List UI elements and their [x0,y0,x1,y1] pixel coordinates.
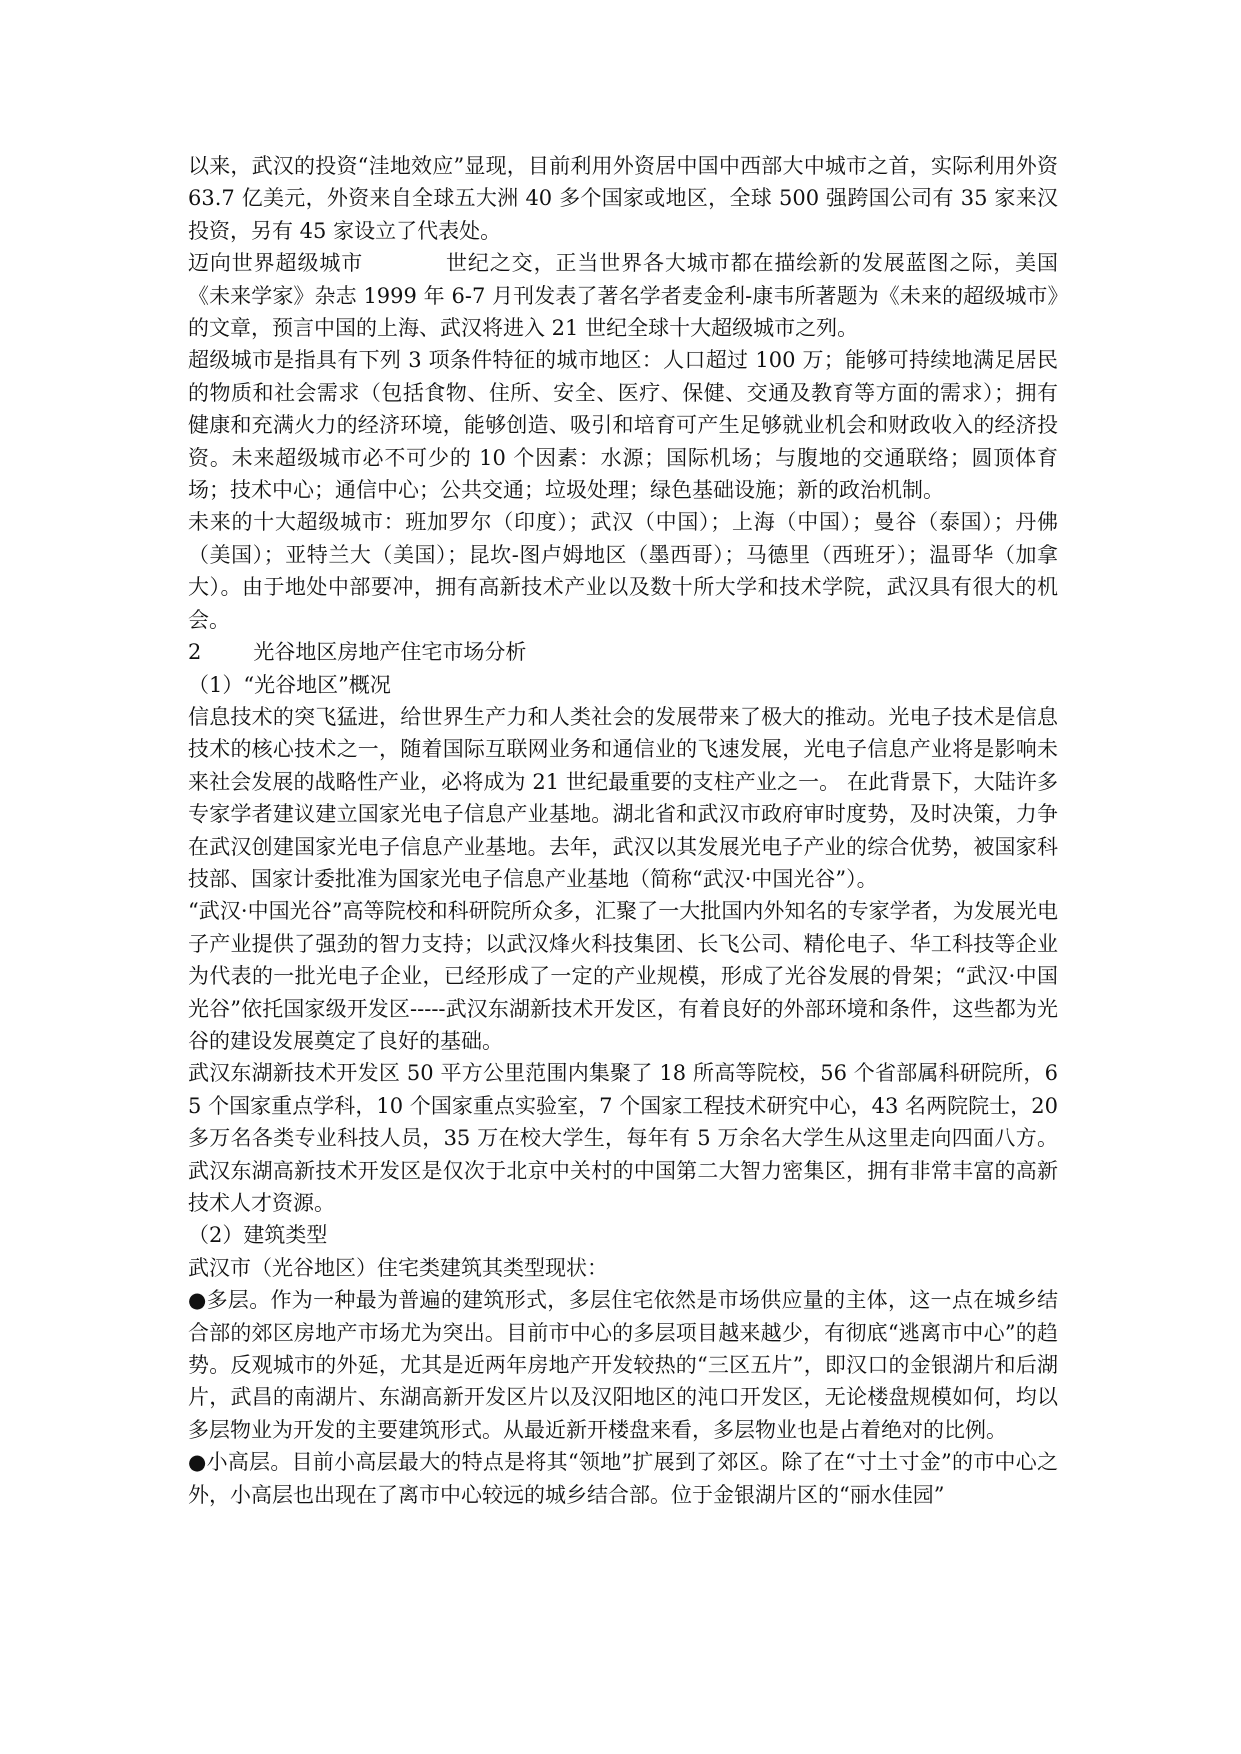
paragraph-building-status: 武汉市（光谷地区）住宅类建筑其类型现状： [188,1255,608,1280]
section-title: 光谷地区房地产住宅市场分析 [253,640,527,665]
paragraph-top-ten-cities: 未来的十大超级城市：班加罗尔（印度）；武汉（中国）；上海（中国）；曼谷（泰国）；丹佛（美国）；亚特兰大（美国）；昆坎-图卢姆地区（墨西哥）；马德里（西班牙）；温哥华（加拿大）。由于地处中部要冲，拥有高新技术产业以及数十所大学和技术学院，武汉具有很大的机会。 [188,510,1058,632]
paragraph-super-city-definition: 超级城市是指具有下列 3 项条件特征的城市地区：人口超过 100 万；能够可持续地满足居民的物质和社会需求（包括食物、住所、安全、医疗、保健、交通及教育等方面的需求）；拥有健康和充满火力的经济环境，能够创造、吸引和培育可产生足够就业机会和财政收入的经济投资。未来超级城市必不可少的 10 个因素：水源；国际机场；与腹地的交通联络；圆顶体育场；技术中心；通信中心；公共交通；垃圾处理；绿色基础设施；新的政治机制。 [188,348,1058,503]
document-page [188,150,1058,1511]
bullet-small-highrise: ●小高层。目前小高层最大的特点是将其“领地”扩展到了郊区。除了在“寸土寸金”的市中心之外，小高层也出现在了离市中心较远的城乡结合部。位于金银湖片区的“丽水佳园” [188,1450,1058,1507]
paragraph-optics-valley-institutions: “武汉·中国光谷”高等院校和科研院所众多，汇聚了一大批国内外知名的专家学者，为发展光电子产业提供了强劲的智力支持；以武汉烽火科技集团、长飞公司、精伦电子、华工科技等企业为代表的一批光电子企业，已经形成了一定的产业规模，形成了光谷发展的骨架；“武汉·中国光谷”依托国家级开发区-----武汉东湖新技术开发区，有着良好的外部环境和条件，这些都为光谷的建设发展奠定了良好的基础。 [188,899,1058,1053]
heading-world-city: 迈向世界超级城市 [188,251,364,276]
subheading-building-types: （2）建筑类型 [188,1223,328,1248]
subheading-optics-valley-overview: （1）“光谷地区”概况 [188,672,391,697]
paragraph-east-lake-zone: 武汉东湖新技术开发区 50 平方公里范围内集聚了 18 所高等院校，56 个省部属科研院所，65 个国家重点学科，10 个国家重点实验室，7 个国家工程技术研究中心，43 名两院院士，20 多万名各类专业科技人员，35 万在校大学生，每年有 5 万余名大学生从这里走向四面八方。武汉东湖高新技术开发区是仅次于北京中关村的中国第二大智力密集区，拥有非常丰富的高新技术人才资源。 [188,1061,1058,1215]
bullet-multistorey: ●多层。作为一种最为普遍的建筑形式，多层住宅依然是市场供应量的主体，这一点在城乡结合部的郊区房地产市场尤为突出。目前市中心的多层项目越来越少，有彻底“逃离市中心”的趋势。反观城市的外延，尤其是近两年房地产开发较热的“三区五片”，即汉口的金银湖片和后湖片，武昌的南湖片、东湖高新开发区片以及汉阳地区的沌口开发区，无论楼盘规模如何，均以多层物业为开发的主要建筑形式。从最近新开楼盘来看，多层物业也是占着绝对的比例。 [188,1288,1058,1442]
paragraph-world-city [188,247,1058,344]
paragraph-investment: 以来，武汉的投资“洼地效应”显现，目前利用外资居中国中西部大中城市之首，实际利用外资 63.7 亿美元，外资来自全球五大洲 40 多个国家或地区，全球 500 强跨国公司有 35 家来汉投资，另有 45 家设立了代表处。 [188,154,1058,243]
section-number: 2 [188,640,202,665]
world-city-text: 世纪之交，正当世界各大城市都在描绘新的发展蓝图之际，美国《未来学家》杂志 1999 年 6-7 月刊发表了著名学者麦金利-康韦所著题为《未来的超级城市》的文章，预言中国的上海、武汉将进入 21 世纪全球十大超级城市之列。 [188,251,1059,341]
paragraph-information-technology: 信息技术的突飞猛进，给世界生产力和人类社会的发展带来了极大的推动。光电子技术是信息技术的核心技术之一，随着国际互联网业务和通信业的飞速发展，光电子信息产业将是影响未来社会发展的战略性产业，必将成为 21 世纪最重要的支柱产业之一。 在此背景下，大陆许多专家学者建议建立国家光电子信息产业基地。湖北省和武汉市政府审时度势，及时决策，力争在武汉创建国家光电子信息产业基地。去年，武汉以其发展光电子产业的综合优势，被国家科技部、国家计委批准为国家光电子信息产业基地（简称“武汉·中国光谷”）。 [188,704,1058,891]
section-2-heading [188,636,1058,668]
